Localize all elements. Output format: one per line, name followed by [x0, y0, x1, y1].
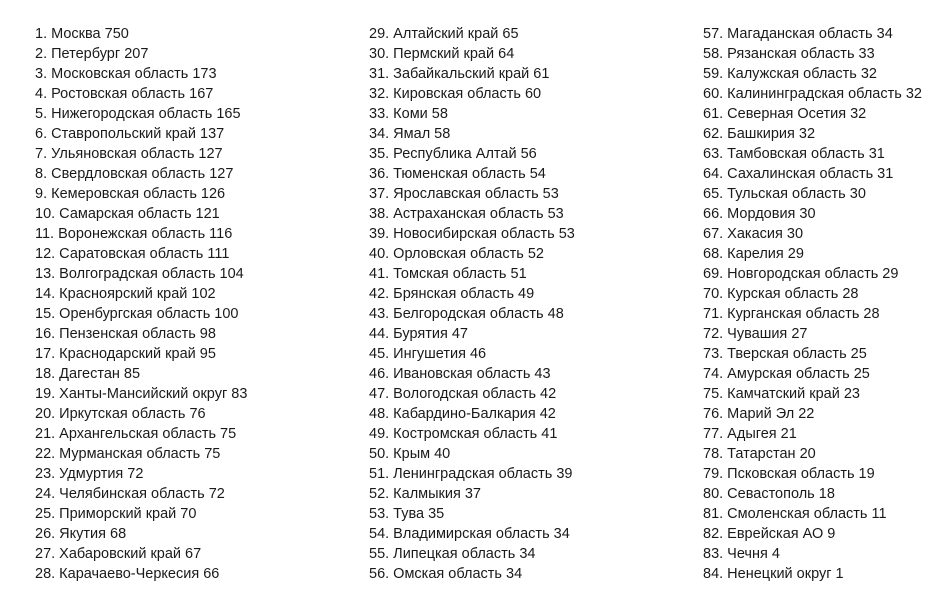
list-item: 11. Воронежская область 116 [35, 226, 233, 242]
list-item: 26. Якутия 68 [35, 526, 127, 542]
list-column-1 [35, 24, 355, 584]
list-item: 23. Удмуртия 72 [35, 466, 144, 482]
list-item: 44. Бурятия 47 [369, 326, 468, 342]
list-item: 41. Томская область 51 [369, 266, 527, 282]
list-item: 38. Астраханская область 53 [369, 206, 564, 222]
list-item: 79. Псковская область 19 [703, 466, 875, 482]
list-item: 69. Новгородская область 29 [703, 266, 899, 282]
list-item: 32. Кировская область 60 [369, 86, 542, 102]
list-item: 83. Чечня 4 [703, 546, 780, 562]
list-item: 33. Коми 58 [369, 106, 448, 122]
list-item: 54. Владимирская область 34 [369, 526, 570, 542]
list-item: 4. Ростовская область 167 [35, 86, 214, 102]
list-item: 71. Курганская область 28 [703, 306, 880, 322]
list-item: 50. Крым 40 [369, 446, 451, 462]
list-item: 74. Амурская область 25 [703, 366, 870, 382]
list-item: 77. Адыгея 21 [703, 426, 797, 442]
list-item: 66. Мордовия 30 [703, 206, 816, 222]
list-item: 36. Тюменская область 54 [369, 166, 546, 182]
list-item: 73. Тверская область 25 [703, 346, 867, 362]
list-item: 8. Свердловская область 127 [35, 166, 234, 182]
list-item: 51. Ленинградская область 39 [369, 466, 573, 482]
list-item: 53. Тува 35 [369, 506, 445, 522]
list-item: 57. Магаданская область 34 [703, 26, 893, 42]
list-item: 15. Оренбургская область 100 [35, 306, 239, 322]
list-item: 20. Иркутская область 76 [35, 406, 206, 422]
list-item: 34. Ямал 58 [369, 126, 451, 142]
list-item: 2. Петербург 207 [35, 46, 149, 62]
list-item: 80. Севастополь 18 [703, 486, 835, 502]
list-item: 29. Алтайский край 65 [369, 26, 519, 42]
list-item: 70. Курская область 28 [703, 286, 859, 302]
list-item: 67. Хакасия 30 [703, 226, 804, 242]
list-item: 72. Чувашия 27 [703, 326, 808, 342]
list-item: 7. Ульяновская область 127 [35, 146, 223, 162]
list-item: 40. Орловская область 52 [369, 246, 544, 262]
list-item: 13. Волгоградская область 104 [35, 266, 244, 282]
list-item: 25. Приморский край 70 [35, 506, 197, 522]
list-item: 3. Московская область 173 [35, 66, 217, 82]
list-item: 39. Новосибирская область 53 [369, 226, 575, 242]
list-item: 6. Ставропольский край 137 [35, 126, 225, 142]
list-item: 12. Саратовская область 111 [35, 246, 230, 262]
list-item: 31. Забайкальский край 61 [369, 66, 550, 82]
list-item: 76. Марий Эл 22 [703, 406, 815, 422]
list-item: 1. Москва 750 [35, 26, 129, 42]
list-item: 75. Камчатский край 23 [703, 386, 860, 402]
list-item: 30. Пермский край 64 [369, 46, 515, 62]
list-item: 56. Омская область 34 [369, 566, 523, 582]
list-item: 49. Костромская область 41 [369, 426, 558, 442]
list-item: 48. Кабардино-Балкария 42 [369, 406, 556, 422]
list-item: 19. Ханты-Мансийский округ 83 [35, 386, 248, 402]
list-item: 24. Челябинская область 72 [35, 486, 225, 502]
list-item: 5. Нижегородская область 165 [35, 106, 241, 122]
list-item: 10. Самарская область 121 [35, 206, 220, 222]
list-item: 52. Калмыкия 37 [369, 486, 481, 502]
list-item: 21. Архангельская область 75 [35, 426, 237, 442]
list-item: 68. Карелия 29 [703, 246, 804, 262]
list-item: 55. Липецкая область 34 [369, 546, 536, 562]
list-item: 61. Северная Осетия 32 [703, 106, 867, 122]
list-column-2 [369, 24, 689, 584]
list-item: 64. Сахалинская область 31 [703, 166, 894, 182]
list-item: 43. Белгородская область 48 [369, 306, 564, 322]
list-item: 45. Ингушетия 46 [369, 346, 487, 362]
list-item: 14. Красноярский край 102 [35, 286, 216, 302]
list-item: 18. Дагестан 85 [35, 366, 141, 382]
list-column-3 [703, 24, 951, 584]
list-item: 42. Брянская область 49 [369, 286, 535, 302]
list-item: 27. Хабаровский край 67 [35, 546, 202, 562]
list-item: 17. Краснодарский край 95 [35, 346, 216, 362]
list-item: 84. Ненецкий округ 1 [703, 566, 844, 582]
list-item: 9. Кемеровская область 126 [35, 186, 226, 202]
list-item: 60. Калининградская область 32 [703, 86, 922, 102]
list-item: 35. Республика Алтай 56 [369, 146, 537, 162]
list-item: 63. Тамбовская область 31 [703, 146, 885, 162]
list-item: 62. Башкирия 32 [703, 126, 816, 142]
list-item: 58. Рязанская область 33 [703, 46, 875, 62]
list-item: 81. Смоленская область 11 [703, 506, 887, 522]
list-item: 65. Тульская область 30 [703, 186, 866, 202]
list-item: 28. Карачаево-Черкесия 66 [35, 566, 220, 582]
list-item: 22. Мурманская область 75 [35, 446, 221, 462]
list-item: 47. Вологодская область 42 [369, 386, 557, 402]
list-item: 46. Ивановская область 43 [369, 366, 551, 382]
list-item: 82. Еврейская АО 9 [703, 526, 836, 542]
list-item: 59. Калужская область 32 [703, 66, 877, 82]
list-item: 78. Татарстан 20 [703, 446, 816, 462]
list-item: 37. Ярославская область 53 [369, 186, 559, 202]
list-item: 16. Пензенская область 98 [35, 326, 216, 342]
